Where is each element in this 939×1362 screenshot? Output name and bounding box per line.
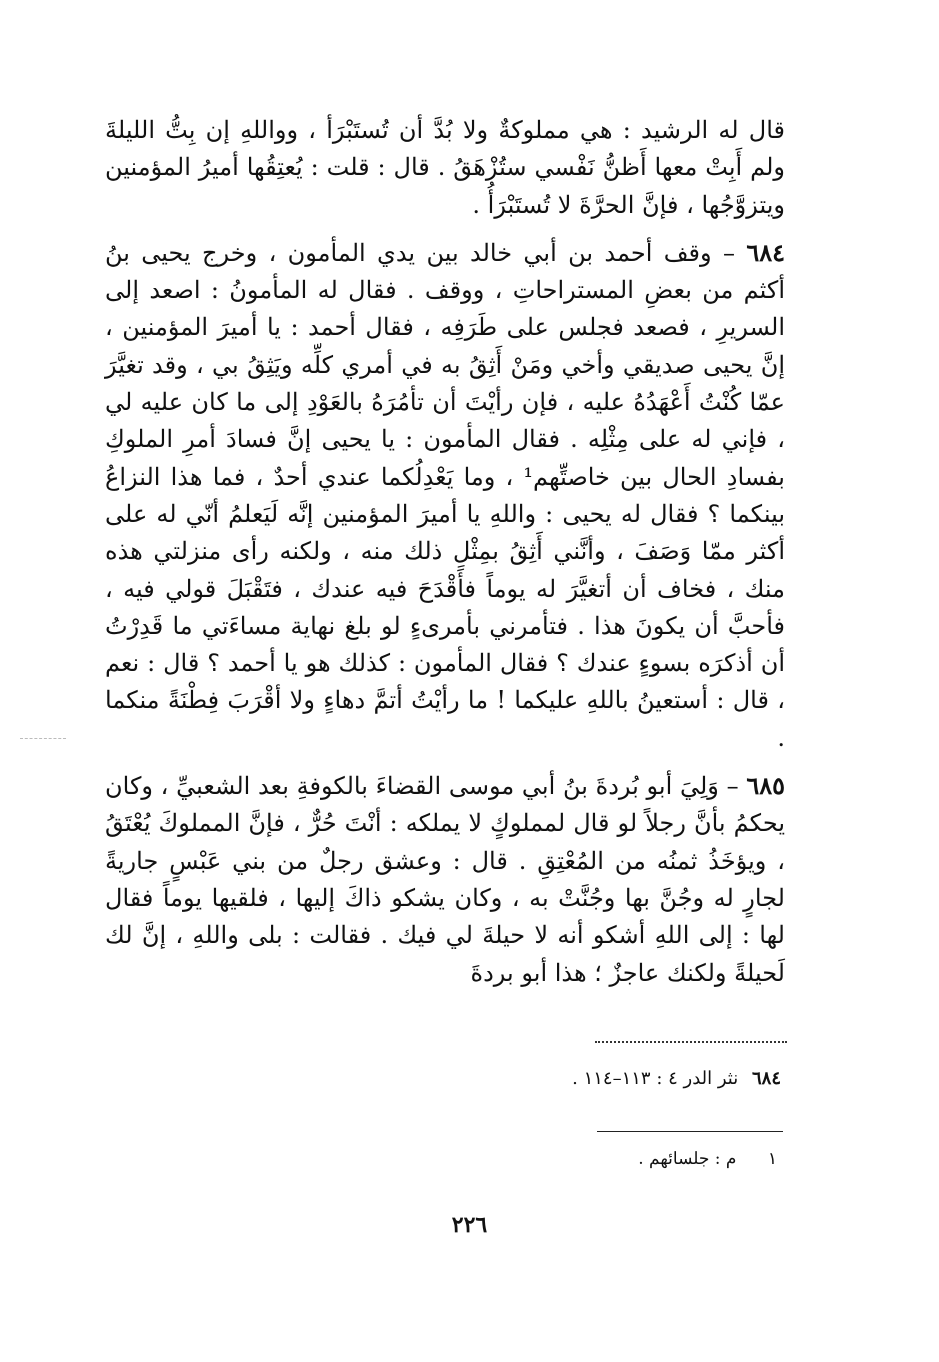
paragraph-number: ٦٨٥ [746,771,785,801]
footnote-rule [597,1131,783,1132]
scan-artifact [20,738,66,739]
footnote-marker: ١ [767,1149,777,1169]
paragraph-text: قال له الرشيد : هي مملوكةٌ ولا بُدَّ أن تُستَبْرَأ ، وواللهِ إن بِتُّ الليلةَ ولم أَبِتْ معها أَظنُّ نَفْسي ستُزْهَقُ . قال : قلت : يُعتِقُها أميرُ المؤمنين ويتزوَّجُها ، فإنَّ الحرَّةَ لا تُستَبْرَأُ . [105,116,785,219]
source-note [572,1068,781,1089]
paragraph-continuation [105,112,785,224]
source-note-text: نثر الدر ٤ : ١١٣–١١٤ . [572,1068,739,1089]
dotted-separator [595,1041,787,1043]
paragraph-685 [105,767,785,992]
paragraph-text: – وقف أحمد بن أبي خالد بين يدي المأمون ، وخرج يحيى بنُ أكثم من بعضِ المستراحاتِ ، ووقف . فقال له المأمونُ : اصعد إلى السريرِ ، فصعد فجلس على طَرَفِه ، فقال أحمد : يا أميرَ المؤمنين ، إنَّ يحيى صديقي وأخي ومَنْ أَثِقُ به في أمري كلِّه ويَثِقُ بي ، وقد تغيَّرَ عمّا كُنْتُ أَعْهَدُهُ عليه ، فإن رأيْتَ أن تأمُرَهُ بالعَوْدِ إلى ما كان عليه لي ، فإني له على مِثْلِه . فقال المأمون : يا يحيى إنَّ فسادَ أمرِ الملوكِ بفسادِ الحال بين خاصتِّهم¹ ، وما يَعْدِلُكما عندي أحدٌ ، فما هذا النزاعُ بينكما ؟ فقال له يحيى : واللهِ يا أميرَ المؤمنين إنَّه لَيَعلمُ أنّي له على أكثر ممّا وَصَفَ ، وأنَّني أَثِقُ بمِثْلِ ذلك منه ، ولكنه رأى منزلتي هذه منك ، فخاف أن أتغيَّرَ له يوماً فأَقْدَحَ فيه عندك ، فتَقْبَلَ قولي فيه ، فأحبَّ أن يكونَ هذا . فتأمرني بأمرىءٍ لو بلغ نهاية مساءَتي ما قَدِرْتُ أن أذكرَه بسوءٍ عندك ؟ فقال المأمون : كذلك هو يا أحمد ؟ قال : نعم ، قال : أستعينُ باللهِ عليكما ! ما رأيْتُ أتمَّ دهاءٍ ولا أقْرَبَ فِطْنَةً منكما . [105,238,785,752]
page-body [105,112,785,1002]
paragraph-684 [105,234,785,757]
paragraph-number: ٦٨٤ [746,237,785,267]
paragraph-text: – وَلِيَ أبو بُردةَ بنُ أبي موسى القضاءَ بالكوفةِ بعد الشعبيِّ ، وكان يحكمُ بأنَّ رجلاً لو قال لمملوكٍ لا يملكه : أنْتَ حُرٌّ ، فإنَّ المملوكَ يُعْتَقُ ، ويؤخَذُ ثمنُه من المُعْتِقِ . قال : وعشق رجلٌ من بني عَبْسٍ جاريةً لجارٍ له وجُنَّ بها وجُنَّتْ به ، وكان يشكو ذاكَ إليها ، فلقيها يوماً فقال لها : إلى اللهِ أشكو أنه لا حيلةَ لي فيك . فقالت : بلى واللهِ ، إنَّ لك لَحيلةً ولكنك عاجزٌ ؛ هذا أبو بردةَ [105,772,785,987]
footnote-text: م : جلسائهم . [638,1149,737,1169]
footnote [638,1149,777,1169]
source-note-number: ٦٨٤ [751,1068,781,1089]
page-number: ٢٢٦ [451,1212,488,1238]
